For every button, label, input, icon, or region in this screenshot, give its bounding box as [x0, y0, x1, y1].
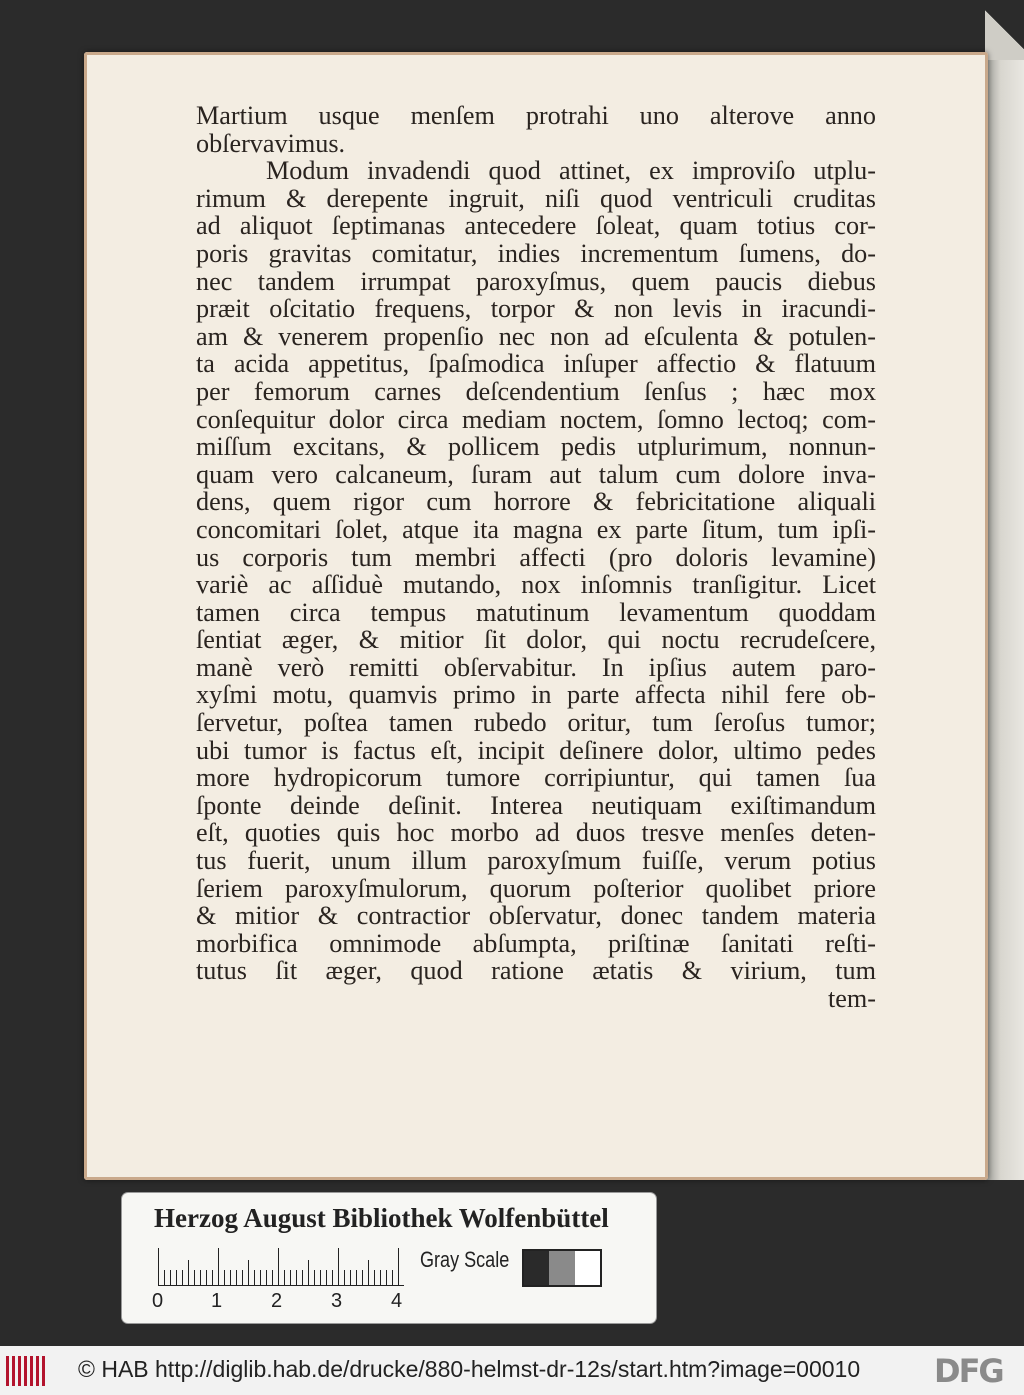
scale-number: 3: [331, 1290, 343, 1312]
scale-number: 2: [271, 1290, 283, 1312]
ruler-tick: [200, 1270, 201, 1286]
color-calibration-card: [122, 1193, 656, 1323]
text-line: eſt, quoties quis hoc morbo ad duos tresve menſes deten-: [196, 818, 876, 848]
text-line: poris gravitas comitatur, indies incrementum ſumens, do-: [196, 238, 876, 268]
footer-bar: [0, 1346, 1024, 1395]
scale-numbers: [152, 1290, 422, 1314]
ruler-tick: [356, 1270, 357, 1286]
text-line: ſponte deinde deſinit. Interea neutiquam exiſtimandum: [196, 790, 876, 820]
text-line: ſervetur, poſtea tamen rubedo oritur, tum ſeroſus tumor;: [196, 708, 876, 738]
adjacent-page-edge: [985, 0, 1024, 1180]
gray-scale-label: Gray Scale: [420, 1247, 510, 1272]
ruler-tick: [266, 1270, 267, 1286]
ruler-tick: [224, 1270, 225, 1286]
text-line: Modum invadendi quod attinet, ex improviſo utplu-: [266, 156, 876, 186]
swatch-mid: [549, 1251, 574, 1285]
text-line: tamen circa tempus matutinum levamentum quoddam: [196, 597, 876, 627]
text-line: xyſmi motu, quamvis primo in parte affecta nihil fere ob-: [196, 680, 876, 710]
scale-number: 4: [391, 1290, 403, 1312]
text-line: ta acida appetitus, ſpaſmodica inſuper affectio & flatuum: [196, 349, 876, 379]
text-line: miſſum excitans, & pollicem pedis utplurimum, nonnun-: [196, 432, 876, 462]
page-text: [196, 102, 876, 1013]
hab-logo-icon: [6, 1356, 48, 1386]
ruler-tick: [374, 1270, 375, 1286]
ruler-tick: [230, 1270, 231, 1286]
text-line: per femorum carnes deſcendentium ſenſus ; hæc mox: [196, 376, 876, 406]
ruler-tick: [392, 1270, 393, 1286]
ruler-tick: [332, 1270, 333, 1286]
ruler-tick: [350, 1270, 351, 1286]
gray-scale-swatches: [522, 1249, 602, 1287]
ruler-tick: [218, 1248, 219, 1286]
scale-ruler: [158, 1248, 406, 1286]
ruler-tick: [314, 1270, 315, 1286]
text-line: tus fuerit, unum illum paroxyſmum fuiſſe, verum potius: [196, 846, 876, 876]
catchword: tem-: [828, 984, 876, 1013]
ruler-tick: [362, 1270, 363, 1286]
text-line: dens, quem rigor cum horrore & febricitatione aliquali: [196, 487, 876, 517]
copyright-url: © HAB http://diglib.hab.de/drucke/880-helmst-dr-12s/start.htm?image=00010: [78, 1356, 861, 1382]
ruler-tick: [194, 1270, 195, 1286]
swatch-dark: [524, 1251, 549, 1285]
text-line: concomitari ſolet, atque ita magna ex parte ſitum, tum ipſi-: [196, 514, 876, 544]
ruler-tick: [164, 1270, 165, 1286]
text-line: conſequitur dolor circa mediam noctem, ſomno lectoq; com-: [196, 404, 876, 434]
book-page: [84, 52, 988, 1180]
library-name: Herzog August Bibliothek Wolfenbüttel: [154, 1203, 609, 1233]
text-line: variè ac aſſiduè mutando, nox inſomnis tranſigitur. Licet: [196, 570, 876, 600]
text-line: ſeriem paroxyſmulorum, quorum poſterior quolibet priore: [196, 873, 876, 903]
ruler-tick: [368, 1260, 369, 1286]
ruler-tick: [284, 1270, 285, 1286]
ruler-tick: [188, 1260, 189, 1286]
dfg-logo: DFG: [934, 1352, 1003, 1390]
text-line: rimum & derepente ingruit, niſi quod ventriculi cruditas: [196, 183, 876, 213]
ruler-tick: [170, 1270, 171, 1286]
ruler-tick: [344, 1270, 345, 1286]
text-line: ubi tumor is factus eſt, incipit deſinere dolor, ultimo pedes: [196, 735, 876, 765]
ruler-tick: [278, 1248, 279, 1286]
text-line: ſentiat æger, & mitior ſit dolor, qui noctu recrudeſcere,: [196, 625, 876, 655]
ruler-tick: [206, 1270, 207, 1286]
ruler-tick: [290, 1270, 291, 1286]
text-line: obſervavimus.: [196, 128, 346, 158]
ruler-tick: [386, 1270, 387, 1286]
swatch-light: [575, 1251, 600, 1285]
text-line: us corporis tum membri affecti (pro doloris levamine): [196, 542, 876, 572]
text-line: manè verò remitti obſervabitur. In ipſius autem paro-: [196, 652, 876, 682]
text-line: præit oſcitatio frequens, torpor & non levis in iracundi-: [196, 294, 876, 324]
text-line: quam vero calcaneum, ſuram aut talum cum dolore inva-: [196, 459, 876, 489]
ruler-tick: [212, 1270, 213, 1286]
text-line: nec tandem irrumpat paroxyſmus, quem paucis diebus: [196, 266, 876, 296]
text-line: more hydropicorum tumore corripiuntur, qui tamen ſua: [196, 763, 876, 793]
ruler-tick: [296, 1270, 297, 1286]
text-line: & mitior & contractior obſervatur, donec tandem materia: [196, 901, 876, 931]
ruler-tick: [326, 1270, 327, 1286]
ruler-tick: [260, 1270, 261, 1286]
ruler-tick: [380, 1270, 381, 1286]
text-line: Martium usque menſem protrahi uno alterove anno: [196, 101, 876, 130]
scale-number: 0: [152, 1290, 164, 1312]
ruler-tick: [398, 1248, 399, 1286]
text-line: ad aliquot ſeptimanas antecedere ſoleat, quam totius cor-: [196, 211, 876, 241]
text-line: am & venerem propenſio nec non ad eſculenta & potulen-: [196, 321, 876, 351]
ruler-tick: [272, 1270, 273, 1286]
scale-number: 1: [211, 1290, 223, 1312]
ruler-tick: [158, 1248, 159, 1286]
ruler-tick: [320, 1270, 321, 1286]
ruler-tick: [338, 1248, 339, 1286]
ruler-tick: [308, 1260, 309, 1286]
text-line: morbifica omnimode abſumpta, priſtinæ ſanitati reſti-: [196, 928, 876, 958]
ruler-tick: [254, 1270, 255, 1286]
ruler-tick: [248, 1260, 249, 1286]
ruler-tick: [182, 1270, 183, 1286]
ruler-tick: [302, 1270, 303, 1286]
ruler-tick: [236, 1270, 237, 1286]
text-line: tutus ſit æger, quod ratione ætatis & virium, tum: [196, 956, 876, 986]
ruler-tick: [176, 1270, 177, 1286]
ruler-tick: [242, 1270, 243, 1286]
